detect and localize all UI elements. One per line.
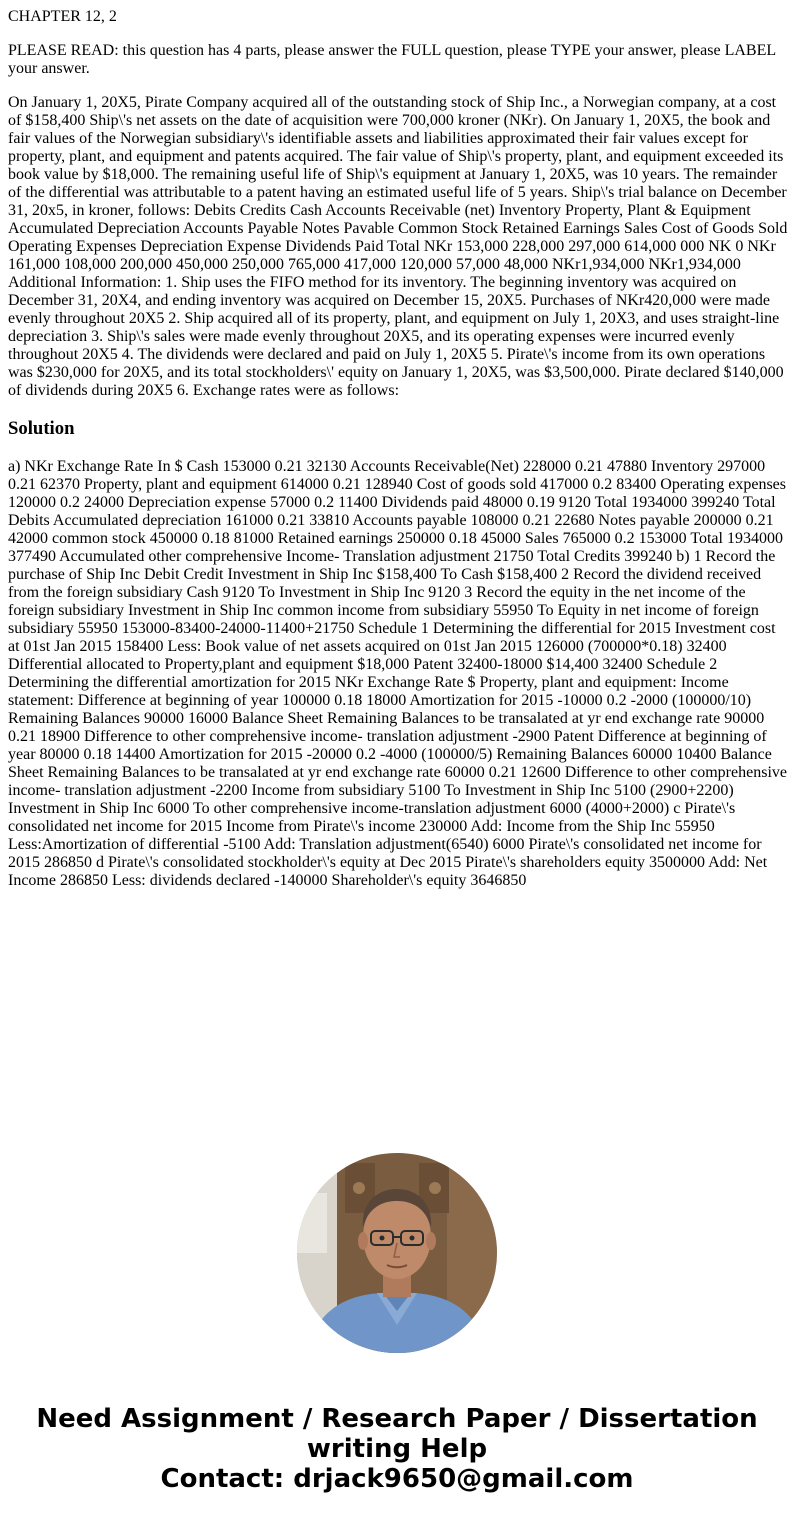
tutor-portrait-image bbox=[297, 1153, 497, 1353]
promo-banner bbox=[0, 1404, 794, 1494]
tutor-photo bbox=[297, 1153, 497, 1353]
promo-line-1: Need Assignment / Research Paper / Dissertation bbox=[36, 1404, 758, 1434]
document-body bbox=[8, 8, 788, 906]
chapter-heading: CHAPTER 12, 2 bbox=[8, 8, 117, 25]
promo-line-2: writing Help bbox=[306, 1434, 488, 1464]
solution-heading: Solution bbox=[8, 418, 75, 439]
solution-text: a) NKr Exchange Rate In $ Cash 153000 0.21 32130 Accounts Receivable(Net) 228000 0.21 47880 Inventory 297000 0.21 62370 Property, plant and equipment 614000 0.21 128940 Cost of goods sold 417000 0.2 83400 Operating expenses 120000 0.2 24000 Depreciation expense 57000 0.2 11400 Dividends paid 48000 0.19 9120 Total 1934000 399240 Total Debits Accumulated depreciation 161000 0.21 33810 Accounts payable 108000 0.21 22680 Notes payable 200000 0.21 42000 common stock 450000 0.18 81000 Retained earnings 250000 0.18 45000 Sales 765000 0.2 153000 Total 1934000 377490 Accumulated other comprehensive Income- Translation adjustment 21750 Total Credits 399240 b) 1 Record the purchase of Ship Inc Debit Credit Investment in Ship Inc $158,400 To Cash $158,400 2 Record the dividend received from the foreign subsidiary Cash 9120 To Investment in Ship Inc 9120 3 Record the equity in the net income of the foreign subsidiary Investment in Ship Inc common income from subsidiary 55950 To Equity in net income of foreign subsidiary 55950 153000-83400-24000-11400+21750 Schedule 1 Determining the differential for 2015 Investment cost at 01st Jan 2015 158400 Less: Book value of net assets acquired on 01st Jan 2015 126000 (700000*0.18) 32400 Differential allocated to Property,plant and equipment $18,000 Patent 32400-18000 $14,400 32400 Schedule 2 Determining the differential amortization for 2015 NKr Exchange Rate $ Property, plant and equipment: Income statement: Difference at beginning of year 100000 0.18 18000 Amortization for 2015 -10000 0.2 -2000 (100000/10) Remaining Balances 90000 16000 Balance Sheet Remaining Balances to be transalated at yr end exchange rate 90000 0.21 18900 Difference to other comprehensive income- translation adjustment -2900 Patent Difference at beginning of year 80000 0.18 14400 Amortization for 2015 -20000 0.2 -4000 (100000/5) Remaining Balances 60000 10400 Balance Sheet Remaining Balances to be transalated at yr end exchange rate 60000 0.21 12600 Difference to other comprehensive income- translation adjustment -2200 Income from subsidiary 5100 To Investment in Ship Inc 5100 (2900+2200) Investment in Ship Inc 6000 To other comprehensive income-translation adjustment 6000 (4000+2000) c Pirate\'s consolidated net income for 2015 Income from Pirate\'s income 230000 Add: Income from the Ship Inc 55950 Less:Amortization of differential -5100 Add: Translation adjustment(6540) 6000 Pirate\'s consolidated net income for 2015 286850 d Pirate\'s consolidated stockholder\'s equity at Dec 2015 Pirate\'s shareholders equity 3500000 Add: Net Income 286850 Less: dividends declared -140000 Shareholder\'s equity 3646850 bbox=[8, 458, 787, 889]
instructions-text: PLEASE READ: this question has 4 parts, please answer the FULL question, please TYPE your answer, please LABEL your answer. bbox=[8, 42, 776, 77]
question-text: On January 1, 20X5, Pirate Company acquired all of the outstanding stock of Ship Inc., a Norwegian company, at a cost of $158,400 Ship\'s net assets on the date of acquisition were 700,000 kroner (NKr). On January 1, 20X5, the book and fair values of the Norwegian subsidiary\'s identifiable assets and liabilities approximated their fair values except for property, plant, and equipment and patents acquired. The fair value of Ship\'s property, plant, and equipment exceeded its book value by $18,000. The remaining useful life of Ship\'s equipment at January 1, 20X5, was 10 years. The remainder of the differential was attributable to a patent having an estimated useful life of 5 years. Ship\'s trial balance on December 31, 20x5, in kroner, follows: Debits Credits Cash Accounts Receivable (net) Inventory Property, Plant & Equipment Accumulated Depreciation Accounts Payable Notes Pavable Common Stock Retained Earnings Sales Cost of Goods Sold Operating Expenses Depreciation Expense Dividends Paid Total NKr 153,000 228,000 297,000 614,000 000 NK 0 NKr 161,000 108,000 200,000 450,000 250,000 765,000 417,000 120,000 57,000 48,000 NKr1,934,000 NKr1,934,000 Additional Information: 1. Ship uses the FIFO method for its inventory. The beginning inventory was acquired on December 31, 20X4, and ending inventory was acquired on December 15, 20X5. Purchases of NKr420,000 were made evenly throughout 20X5 2. Ship acquired all of its property, plant, and equipment on July 1, 20X3, and uses straight-line depreciation 3. Ship\'s sales were made evenly throughout 20X5, and its operating expenses were incurred evenly throughout 20X5 4. The dividends were declared and paid on July 1, 20X5 5. Pirate\'s income from its own operations was $230,000 for 20X5, and its total stockholders\' equity on January 1, 20X5, was $3,500,000. Pirate declared $140,000 of dividends during 20X5 6. Exchange rates were as follows: bbox=[8, 94, 788, 399]
promo-contact: Contact: drjack9650@gmail.com bbox=[160, 1464, 634, 1494]
